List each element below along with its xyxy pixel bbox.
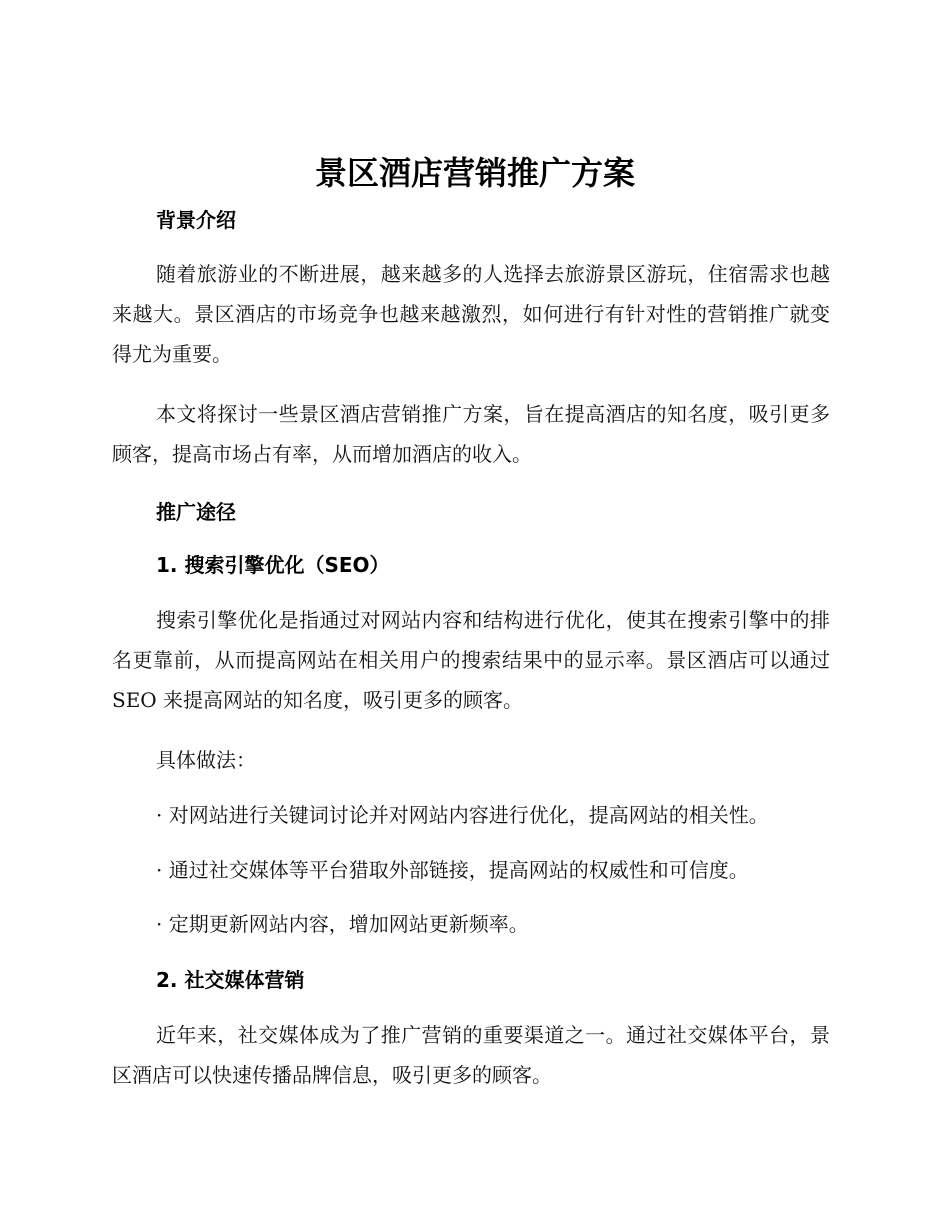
paragraph-background-2: 本文将探讨一些景区酒店营销推广方案，旨在提高酒店的知名度，吸引更多顾客，提高市场占有率，从而增加酒店的收入。 bbox=[112, 402, 830, 466]
seo-methods-label: 具体做法： bbox=[156, 748, 256, 772]
paragraph-background-1: 随着旅游业的不断进展，越来越多的人选择去旅游景区游玩，住宿需求也越来越大。景区酒店的市场竞争也越来越激烈，如何进行有针对性的营销推广就变得尤为重要。 bbox=[112, 262, 830, 366]
heading-social-media: 2. 社交媒体营销 bbox=[156, 968, 305, 992]
heading-seo: 1. 搜索引擎优化（SEO） bbox=[156, 553, 390, 577]
list-item-seo-method: · 定期更新网站内容，增加网站更新频率。 bbox=[156, 912, 529, 936]
list-item-seo-method: · 对网站进行关键词讨论并对网站内容进行优化，提高网站的相关性。 bbox=[156, 803, 769, 827]
paragraph-social-media: 近年来，社交媒体成为了推广营销的重要渠道之一。通过社交媒体平台，景区酒店可以快速传播品牌信息，吸引更多的顾客。 bbox=[112, 1023, 830, 1087]
paragraph-seo: 搜索引擎优化是指通过对网站内容和结构进行优化，使其在搜索引擎中的排名更靠前，从而提高网站在相关用户的搜索结果中的显示率。景区酒店可以通过 SEO 来提高网站的知名度，吸引更多的顾客。 bbox=[112, 608, 830, 712]
document-title: 景区酒店营销推广方案 bbox=[314, 154, 635, 192]
heading-background: 背景介绍 bbox=[156, 208, 236, 232]
list-item-seo-method: · 通过社交媒体等平台猎取外部链接，提高网站的权威性和可信度。 bbox=[156, 858, 749, 882]
heading-channels: 推广途径 bbox=[156, 500, 236, 524]
